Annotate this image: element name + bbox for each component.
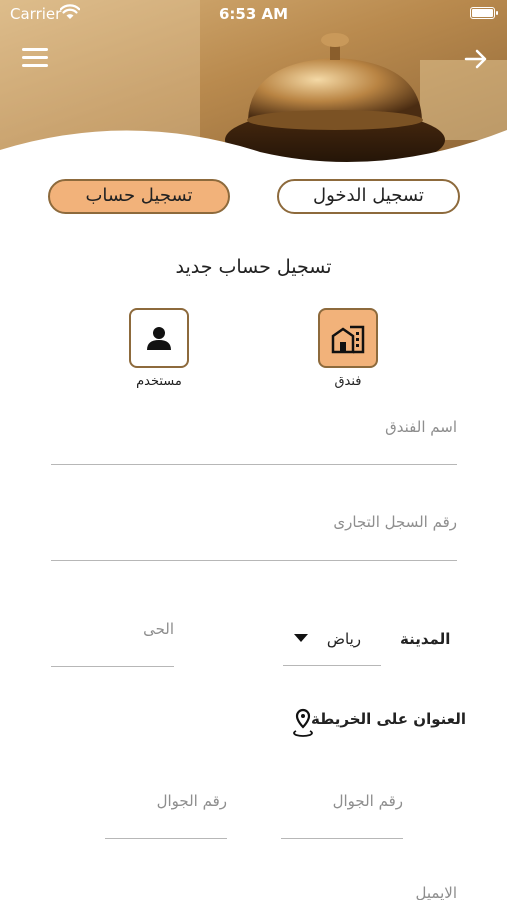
- hotel-icon: [330, 322, 366, 354]
- city-select[interactable]: [283, 622, 381, 666]
- city-label: المدينة: [400, 630, 451, 648]
- hotel-name-field[interactable]: [51, 410, 457, 465]
- status-time: 6:53 AM: [218, 5, 289, 23]
- commercial-register-field[interactable]: [51, 505, 457, 561]
- status-bar: [0, 0, 507, 28]
- mobile-placeholder-1: رقم الجوال: [332, 792, 403, 810]
- mobile-placeholder-2: رقم الجوال: [156, 792, 227, 810]
- page-title: تسجيل حساب جديد: [175, 256, 332, 278]
- city-value: رياض: [326, 630, 361, 648]
- map-address-label: العنوان على الخريطة: [311, 710, 466, 728]
- district-field[interactable]: [51, 612, 174, 667]
- email-placeholder: الايميل: [415, 884, 457, 900]
- hotel-name-placeholder: اسم الفندق: [385, 418, 457, 436]
- email-field[interactable]: [51, 880, 457, 900]
- mobile-field-1[interactable]: [281, 784, 403, 839]
- carrier-label: Carrier: [10, 5, 62, 23]
- account-type-hotel-label: فندق: [334, 374, 362, 389]
- mobile-field-2[interactable]: [105, 784, 227, 839]
- hamburger-icon[interactable]: [22, 48, 48, 72]
- district-placeholder: الحى: [143, 620, 174, 638]
- account-type-user-button[interactable]: [129, 308, 189, 368]
- tab-register[interactable]: تسجيل حساب: [48, 179, 230, 214]
- account-type-hotel-button[interactable]: [318, 308, 378, 368]
- commercial-register-placeholder: رقم السجل التجارى: [333, 513, 457, 531]
- user-icon: [145, 324, 173, 352]
- account-type-user-label: مستخدم: [136, 374, 182, 389]
- arrow-right-icon[interactable]: [463, 46, 489, 72]
- map-address-button[interactable]: [290, 706, 466, 738]
- dropdown-arrow-icon: [294, 634, 308, 642]
- tab-login[interactable]: تسجيل الدخول: [277, 179, 460, 214]
- battery-icon: [470, 7, 495, 19]
